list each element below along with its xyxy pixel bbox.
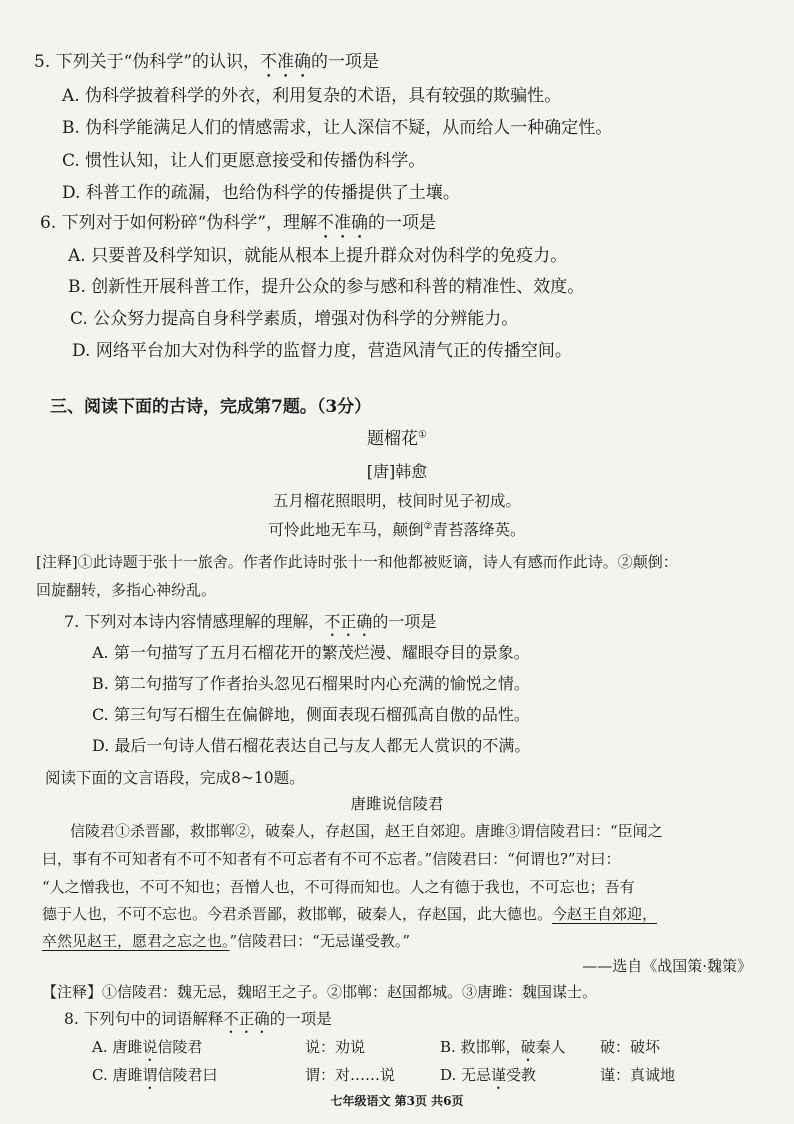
poem-text: 可怜此地无车马，颠倒 xyxy=(268,521,424,540)
underlined-sentence: 今赵王自郊迎， xyxy=(552,905,658,923)
question-7-stem xyxy=(64,612,436,640)
stem-text: 5. 下列关于“伪科学”的认识， xyxy=(34,52,261,72)
option-text: B. 救邯郸， xyxy=(440,1038,521,1056)
question-8-option-c-gloss: 谓：对……说 xyxy=(305,1066,396,1084)
classical-text: ”信陵君曰：“无忌谨受教。” xyxy=(229,932,411,950)
underlined-sentence: 卒然见赵王，愿君之忘之也。 xyxy=(42,932,230,950)
classical-intro: 阅读下面的文言语段，完成8~10题。 xyxy=(45,769,305,787)
option-text: A. 唐雎 xyxy=(92,1038,143,1056)
question-6-option-c: C. 公众努力提高自身科学素质，增强对伪科学的分辨能力。 xyxy=(70,309,519,329)
question-7-option-b: B. 第二句描写了作者抬头忽见石榴果时内心充满的愉悦之情。 xyxy=(92,674,530,693)
poem-line-1: 五月榴花照眼明，枝间时见子初成。 xyxy=(272,492,521,510)
question-8-option-b-gloss: 破：破坏 xyxy=(600,1038,661,1056)
question-5-option-d: D. 科普工作的疏漏，也给伪科学的传播提供了土壤。 xyxy=(62,183,460,203)
classical-paragraph-line-1: 信陵君①杀晋鄙，救邯郸②，破秦人，存赵国，赵王自郊迎。唐雎③谓信陵君曰：“臣闻之 xyxy=(70,822,663,840)
emphasis-text: 不正确 xyxy=(223,1010,270,1028)
option-text: 信陵君 xyxy=(157,1038,203,1056)
poem-text: 青苔落绛英。 xyxy=(432,521,526,540)
option-text: 秦人 xyxy=(535,1038,566,1056)
classical-paragraph-line-2: 曰，事有不可知者有不可不知者有不可忘者有不可不忘者。”信陵君曰：“何谓也?”对曰： xyxy=(42,850,621,868)
emphasis-word: 说 xyxy=(142,1038,158,1056)
question-6-stem xyxy=(40,213,436,243)
question-7-option-a: A. 第一句描写了五月石榴花开的繁茂烂漫、耀眼夺目的景象。 xyxy=(92,643,530,662)
option-text: D. 无忌 xyxy=(440,1066,492,1084)
classical-paragraph-line-4 xyxy=(42,905,657,923)
poem-title xyxy=(0,429,794,449)
question-8-option-a-gloss: 说：劝说 xyxy=(305,1038,366,1056)
question-8-option-b xyxy=(440,1038,566,1065)
classical-paragraph-line-5 xyxy=(42,932,410,950)
question-7-option-c: C. 第三句写石榴生在偏僻地，侧面表现石榴孤高自傲的品性。 xyxy=(92,705,530,724)
footnote-mark: ① xyxy=(418,429,427,441)
question-8-option-d xyxy=(440,1066,536,1093)
question-8-option-c xyxy=(92,1066,218,1093)
option-text: C. 唐雎 xyxy=(92,1066,143,1084)
emphasis-word: 谨 xyxy=(491,1066,507,1084)
emphasis-text: 不正确 xyxy=(324,612,373,631)
poem-author: [唐]韩愈 xyxy=(366,462,428,481)
stem-text: 的一项是 xyxy=(269,1010,332,1028)
classical-title: 唐雎说信陵君 xyxy=(350,795,444,813)
stem-text: 的一项是 xyxy=(372,612,437,631)
poem-note-line-2: 回旋翻转，多指心神纷乱。 xyxy=(36,581,217,599)
classical-text: 德于人也，不可不忘也。今君杀晋鄙，救邯郸，破秦人，存赵国，此大德也。 xyxy=(42,905,553,923)
question-7-option-d: D. 最后一句诗人借石榴花表达自己与友人都无人赏识的不满。 xyxy=(92,736,531,755)
emphasis-word: 谓 xyxy=(142,1066,158,1084)
question-8-option-a xyxy=(92,1038,202,1065)
classical-source: ——选自《战国策·魏策》 xyxy=(582,957,752,975)
poem-line-2 xyxy=(0,521,794,540)
question-6-option-b: B. 创新性开展科普工作，提升公众的参与感和科普的精准性、效度。 xyxy=(68,277,585,297)
question-5-option-a: A. 伪科学披着科学的外衣，利用复杂的术语，具有较强的欺骗性。 xyxy=(62,86,562,106)
question-5-option-b: B. 伪科学能满足人们的情感需求，让人深信不疑，从而给人一种确定性。 xyxy=(62,118,613,138)
poem-title-text: 题榴花 xyxy=(367,429,419,449)
emphasis-text: 不准确 xyxy=(260,52,312,72)
question-6-option-a: A. 只要普及科学知识，就能从根本上提升群众对伪科学的免疫力。 xyxy=(68,246,568,266)
classical-note: 【注释】①信陵君：魏无忌，魏昭王之子。②邯郸：赵国都城。③唐雎：魏国谋士。 xyxy=(42,983,598,1001)
question-8-stem xyxy=(64,1010,332,1037)
option-text: 信陵君曰 xyxy=(157,1066,218,1084)
stem-text: 的一项是 xyxy=(311,52,380,72)
emphasis-text: 不准确 xyxy=(317,213,369,233)
emphasis-word: 破 xyxy=(520,1038,536,1056)
stem-text: 7. 下列对本诗内容情感理解的理解， xyxy=(64,612,325,631)
classical-paragraph-line-3: “人之憎我也，不可不知也；吾憎人也，不可得而知也。人之有德于我也，不可忘也；吾有 xyxy=(42,878,635,896)
stem-text: 的一项是 xyxy=(368,213,437,233)
question-6-option-d: D. 网络平台加大对伪科学的监督力度，营造风清气正的传播空间。 xyxy=(72,341,572,361)
option-text: 受教 xyxy=(506,1066,537,1084)
stem-text: 8. 下列句中的词语解释 xyxy=(64,1010,224,1028)
stem-text: 6. 下列对于如何粉碎“伪科学”，理解 xyxy=(40,213,318,233)
question-8-option-d-gloss: 谨：真诚地 xyxy=(600,1066,676,1084)
question-5-option-c: C. 惯性认知，让人们更愿意接受和传播伪科学。 xyxy=(62,151,426,171)
poem-note-line-1: [注释]①此诗题于张十一旅舍。作者作此诗时张十一和他都被贬谪，诗人有感而作此诗。②颠倒： xyxy=(36,553,678,571)
section-3-heading: 三、阅读下面的古诗，完成第7题。（3分） xyxy=(50,397,372,417)
question-5-stem xyxy=(34,52,379,82)
footnote-mark: ② xyxy=(423,521,433,532)
page-footer: 七年级语文 第3页 共6页 xyxy=(330,1094,464,1108)
